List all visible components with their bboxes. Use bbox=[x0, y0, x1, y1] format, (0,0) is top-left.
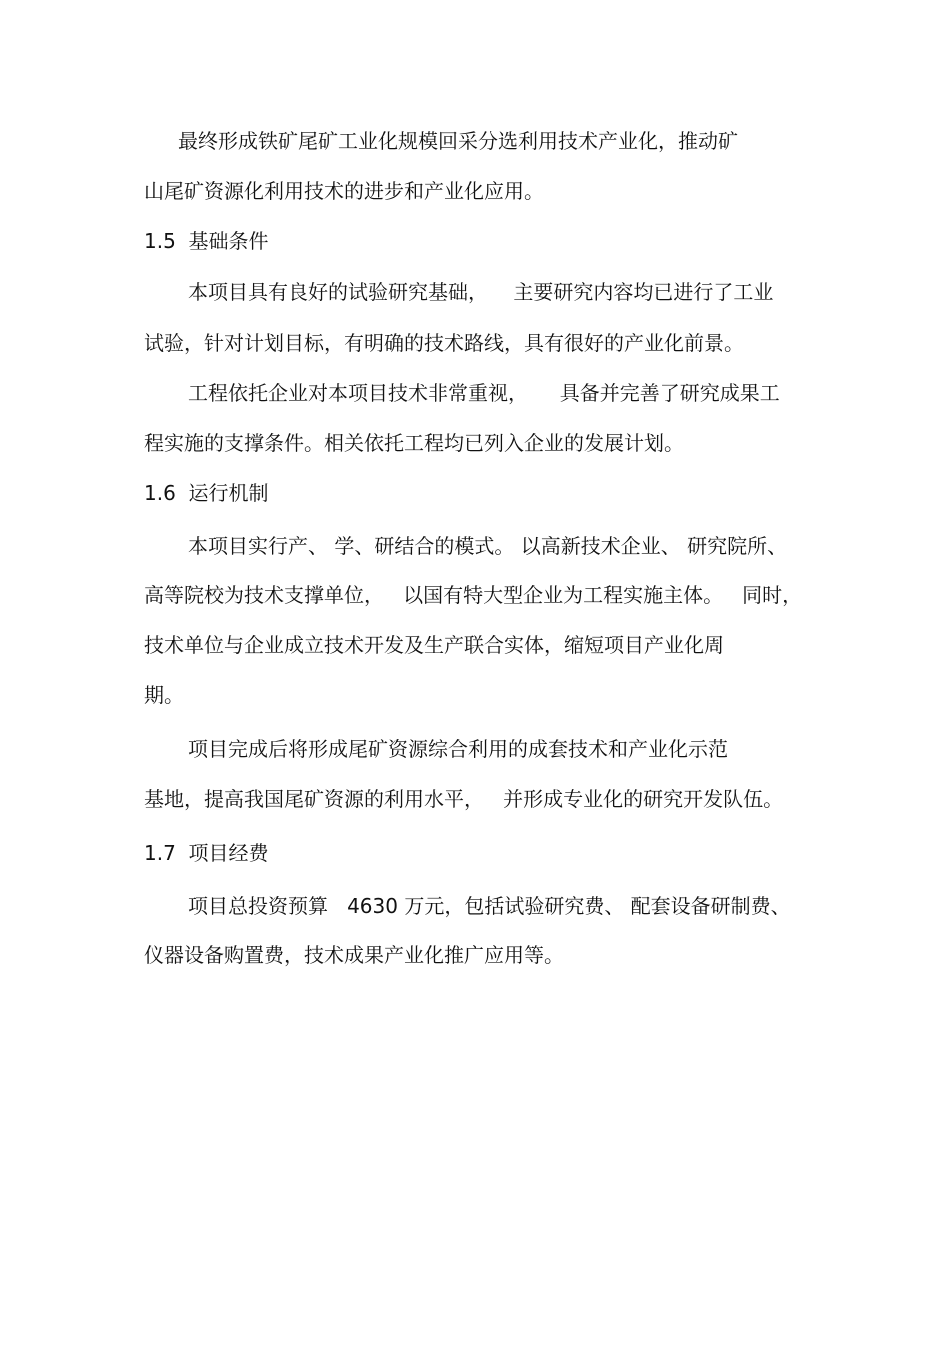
section-1-6-p2-line-2: 基地，提高我国尾矿资源的利用水平， 并形成专业化的研究开发队伍。 bbox=[144, 787, 784, 811]
section-1-7-p1-line-2: 仪器设备购置费，技术成果产业化推广应用等。 bbox=[144, 943, 564, 967]
section-heading-1-6: 1.6 运行机制 bbox=[144, 481, 269, 505]
section-heading-1-5: 1.5 基础条件 bbox=[144, 229, 269, 253]
section-1-6-p1-line-1: 本项目实行产、 学、研结合的模式。 以高新技术企业、 研究院所、 bbox=[188, 534, 788, 558]
section-heading-1-7: 1.7 项目经费 bbox=[144, 841, 269, 865]
section-1-5-p1-line-2: 试验，针对计划目标，有明确的技术路线，具有很好的产业化前景。 bbox=[144, 331, 744, 355]
section-1-7-p1-line-1: 项目总投资预算 4630 万元，包括试验研究费、 配套设备研制费、 bbox=[188, 894, 791, 918]
section-1-6-p1-line-4: 期。 bbox=[144, 683, 184, 707]
section-1-6-p2-line-1: 项目完成后将形成尾矿资源综合利用的成套技术和产业化示范 bbox=[188, 737, 728, 761]
section-1-5-p2-line-1: 工程依托企业对本项目技术非常重视， 具备并完善了研究成果工 bbox=[188, 381, 780, 405]
section-1-5-p2-line-2: 程实施的支撑条件。相关依托工程均已列入企业的发展计划。 bbox=[144, 431, 684, 455]
intro-line-1: 最终形成铁矿尾矿工业化规模回采分选利用技术产业化，推动矿 bbox=[178, 129, 738, 153]
section-1-6-p1-line-2: 高等院校为技术支撑单位， 以国有特大型企业为工程实施主体。 同时， bbox=[144, 583, 803, 607]
section-1-6-p1-line-3: 技术单位与企业成立技术开发及生产联合实体，缩短项目产业化周 bbox=[144, 633, 724, 657]
intro-line-2: 山尾矿资源化利用技术的进步和产业化应用。 bbox=[144, 179, 544, 203]
section-1-5-p1-line-1: 本项目具有良好的试验研究基础， 主要研究内容均已进行了工业 bbox=[188, 280, 774, 304]
